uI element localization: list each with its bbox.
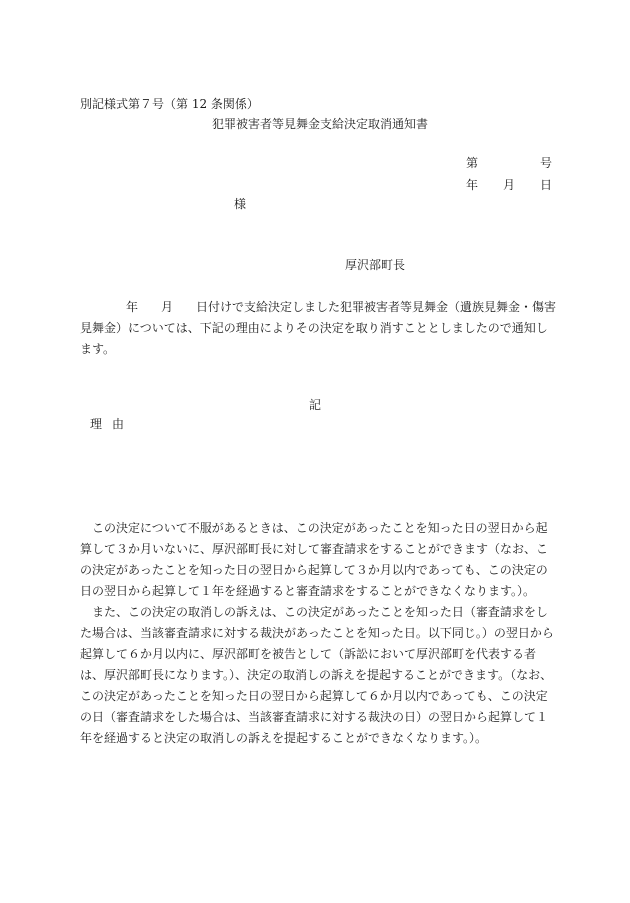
notice-paragraph-2: また、この決定の取消しの訴えは、この決定があったことを知った日（審査請求をした場合は、当該審査請求に対する裁決があったことを知った日。以下同じ。）の翌日から起算して６か月以内に、厚沢部町を被告として（訴訟において厚沢部町を代表する者は、厚沢部町長になります。）、決定の取消しの訴えを提起することができます。（なお、この決定があったことを知った日の翌日から起算して６か月以内であっても、この決定の日（審査請求をした場合は、当該審査請求に対する裁決の日）の翌日から起算して１年を経過すると決定の取消しの訴えを提起することができなくなります。）。 [80,605,554,745]
body-paragraph [80,297,558,360]
form-number: 別記様式第７号（第 12 条関係） [80,97,259,111]
body-year: 年 [126,300,139,314]
recipient-suffix: 様 [234,197,247,211]
issuer-name: 厚沢部町長 [345,258,406,272]
notice-paragraph-1: この決定について不服があるときは、この決定があったことを知った日の翌日から起算して３か月いないに、厚沢部町長に対して審査請求をすることができます（なお、この決定があったことを知った日の翌日から起算して３か月以内であっても、この決定の日の翌日から起算して１年を経過すると審査請求をすることができなくなります。）。 [80,521,549,598]
date-day: 日 [539,178,552,192]
body-month: 月 [161,300,174,314]
appeal-notice [80,518,558,749]
body-text: 日付けで支給決定しました犯罪被害者等見舞金（遺族見舞金・傷害見舞金）については、下記の理由によりその決定を取り消すこととしましたので通知します。 [80,300,557,356]
date-month: 月 [502,178,515,192]
document-title: 犯罪被害者等見舞金支給決定取消通知書 [212,117,429,131]
document-number-prefix: 第 [466,156,479,170]
document-number-suffix: 号 [539,156,552,170]
document-number [466,157,552,169]
date-year: 年 [466,178,479,192]
ki-heading: 記 [309,398,322,412]
document-date [466,179,552,191]
reason-label: 理由 [90,417,135,431]
